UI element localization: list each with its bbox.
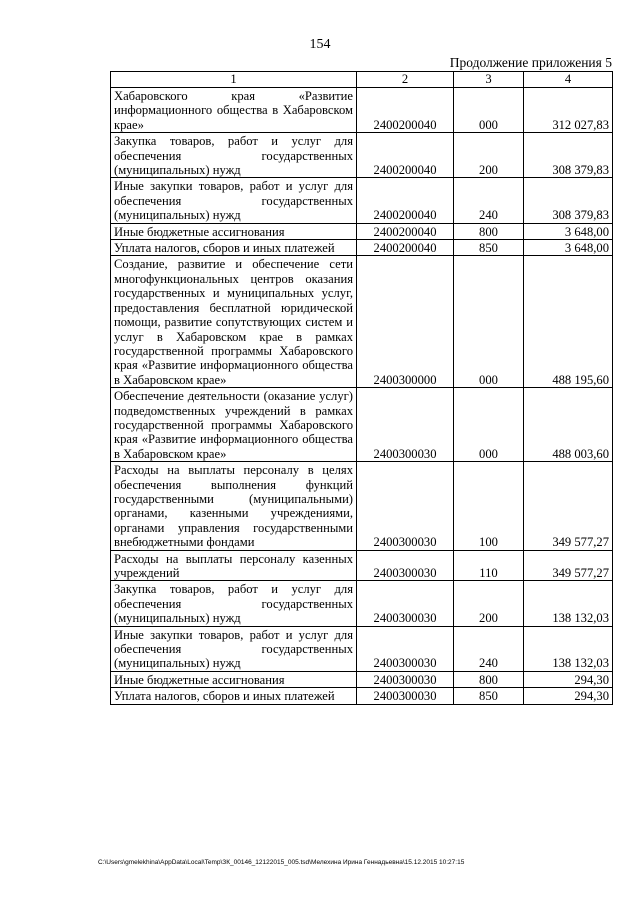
row-name: Закупка товаров, работ и услуг для обеспечения государственных (муниципальных) нужд	[111, 133, 357, 178]
row-expense-type: 100	[454, 462, 524, 550]
table-row	[111, 581, 613, 626]
row-name: Создание, развитие и обеспечение сети многофункциональных центров оказания государственных и муниципальных услуг, предоставления бесплатной юридической помощи, развитие сопутствующих систем и услуг в Хабаровском крае в рамках государственной программы Хабаровского края «Развитие информационного общества в Хабаровском крае»	[111, 256, 357, 388]
row-name: Иные бюджетные ассигнования	[111, 223, 357, 239]
budget-table	[110, 71, 613, 705]
row-amount: 308 379,83	[524, 133, 613, 178]
row-target-code: 2400200040	[357, 223, 454, 239]
row-amount: 294,30	[524, 688, 613, 704]
row-name: Иные бюджетные ассигнования	[111, 671, 357, 687]
row-target-code: 2400200040	[357, 178, 454, 223]
row-amount: 488 195,60	[524, 256, 613, 388]
row-amount: 488 003,60	[524, 388, 613, 462]
table-row	[111, 178, 613, 223]
row-expense-type: 850	[454, 240, 524, 256]
table-row	[111, 626, 613, 671]
row-expense-type: 800	[454, 223, 524, 239]
row-target-code: 2400300030	[357, 671, 454, 687]
row-name: Обеспечение деятельности (оказание услуг) подведомственных учреждений в рамках государственной программы Хабаровского края «Развитие информационного общества в Хабаровском крае»	[111, 388, 357, 462]
row-amount: 138 132,03	[524, 581, 613, 626]
row-amount: 349 577,27	[524, 550, 613, 581]
header-col-4: 4	[524, 72, 613, 88]
row-name: Расходы на выплаты персоналу в целях обеспечения выполнения функций государственными (муниципальными) органами, казенными учреждениями, органами управления государственными внебюджетными фондами	[111, 462, 357, 550]
row-expense-type: 240	[454, 178, 524, 223]
row-name: Иные закупки товаров, работ и услуг для обеспечения государственных (муниципальных) нужд	[111, 178, 357, 223]
table-row	[111, 688, 613, 704]
row-target-code: 2400200040	[357, 88, 454, 133]
row-target-code: 2400300030	[357, 688, 454, 704]
header-col-1: 1	[111, 72, 357, 88]
row-expense-type: 200	[454, 133, 524, 178]
table-row	[111, 550, 613, 581]
row-expense-type: 240	[454, 626, 524, 671]
table-row	[111, 88, 613, 133]
row-expense-type: 110	[454, 550, 524, 581]
row-expense-type: 200	[454, 581, 524, 626]
row-target-code: 2400300030	[357, 462, 454, 550]
row-amount: 138 132,03	[524, 626, 613, 671]
row-name: Хабаровского края «Развитие информационного общества в Хабаровском крае»	[111, 88, 357, 133]
row-amount: 312 027,83	[524, 88, 613, 133]
row-name: Уплата налогов, сборов и иных платежей	[111, 688, 357, 704]
row-name: Уплата налогов, сборов и иных платежей	[111, 240, 357, 256]
row-name: Расходы на выплаты персоналу казенных учреждений	[111, 550, 357, 581]
row-expense-type: 800	[454, 671, 524, 687]
table-row	[111, 133, 613, 178]
row-amount: 3 648,00	[524, 223, 613, 239]
row-target-code: 2400300030	[357, 550, 454, 581]
row-amount: 349 577,27	[524, 462, 613, 550]
row-amount: 3 648,00	[524, 240, 613, 256]
table-row	[111, 462, 613, 550]
table-row	[111, 388, 613, 462]
row-amount: 308 379,83	[524, 178, 613, 223]
row-target-code: 2400300030	[357, 581, 454, 626]
row-target-code: 2400200040	[357, 240, 454, 256]
row-target-code: 2400200040	[357, 133, 454, 178]
row-target-code: 2400300030	[357, 388, 454, 462]
table-row	[111, 671, 613, 687]
file-path-footer: C:\Users\gmelekhina\AppData\Local\Temp\ЗК_00146_12122015_005.tsd\Мелехина Ирина Геннадьевна\15.12.2015 10:27:15	[98, 859, 465, 866]
row-expense-type: 000	[454, 88, 524, 133]
table-row	[111, 256, 613, 388]
row-expense-type: 000	[454, 388, 524, 462]
row-target-code: 2400300000	[357, 256, 454, 388]
table-header-row	[111, 72, 613, 88]
continuation-label: Продолжение приложения 5	[449, 55, 612, 70]
page-number: 154	[309, 37, 331, 52]
table-row	[111, 240, 613, 256]
header-col-3: 3	[454, 72, 524, 88]
row-target-code: 2400300030	[357, 626, 454, 671]
row-amount: 294,30	[524, 671, 613, 687]
row-name: Закупка товаров, работ и услуг для обеспечения государственных (муниципальных) нужд	[111, 581, 357, 626]
table-row	[111, 223, 613, 239]
row-expense-type: 850	[454, 688, 524, 704]
row-name: Иные закупки товаров, работ и услуг для обеспечения государственных (муниципальных) нужд	[111, 626, 357, 671]
header-col-2: 2	[357, 72, 454, 88]
row-expense-type: 000	[454, 256, 524, 388]
